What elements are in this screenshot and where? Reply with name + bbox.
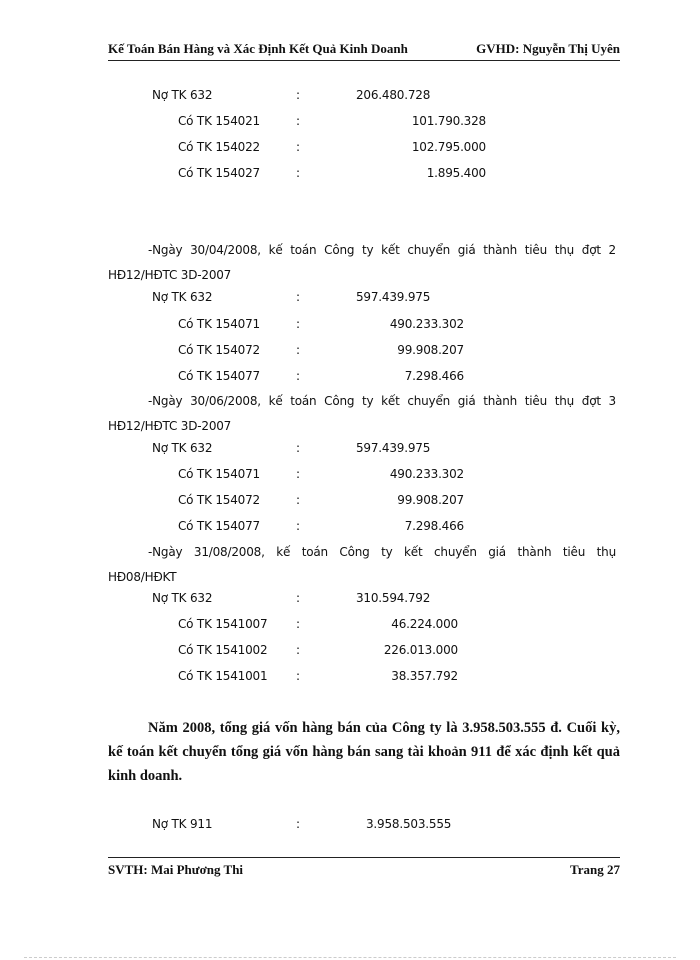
colon: : [296,441,300,455]
colon: : [296,369,300,383]
credit-account: Có TK 154071 [178,467,260,481]
credit-amount: 46.224.000 [391,617,458,631]
credit-account: Có TK 154077 [178,369,260,383]
colon: : [296,617,300,631]
credit-account: Có TK 1541007 [178,617,268,631]
colon: : [296,290,300,304]
colon: : [296,88,300,102]
paragraph-transfer-2 [108,238,616,288]
colon: : [296,519,300,533]
footer-rule [108,857,620,858]
paragraph-transfer-3 [108,389,616,439]
header-title: Kế Toán Bán Hàng và Xác Định Kết Quả Kinh Doanh [108,41,408,56]
page-number: Trang 27 [570,862,620,877]
paragraph-transfer-4 [108,540,616,590]
credit-amount: 226.013.000 [383,643,458,657]
page-boundary [24,957,676,958]
colon: : [296,669,300,683]
credit-amount: 38.357.792 [391,669,458,683]
debit-amount: 3.958.503.555 [366,817,452,831]
paragraph-line: -Ngày 30/06/2008, kế toán Công ty kết chuyển giá thành tiêu thụ đợt 3 [148,394,616,408]
summary-paragraph: Năm 2008, tổng giá vốn hàng bán của Công ty là 3.958.503.555 đ. Cuối kỳ, kế toán kết chuyển tổng giá vốn hàng bán sang tài khoản 911 để xác định kết quả kinh doanh. [108,720,620,784]
footer-author: SVTH: Mai Phương Thi [108,862,244,877]
paragraph-line: -Ngày 30/04/2008, kế toán Công ty kết chuyển giá thành tiêu thụ đợt 2 [148,243,616,257]
credit-amount: 7.298.466 [404,519,464,533]
colon: : [296,493,300,507]
debit-account: Nợ TK 632 [152,441,213,455]
credit-amount: 490.233.302 [389,317,464,331]
colon: : [296,643,300,657]
credit-account: Có TK 1541001 [178,669,268,683]
debit-amount: 310.594.792 [356,591,431,605]
credit-account: Có TK 154077 [178,519,260,533]
credit-account: Có TK 154072 [178,343,260,357]
colon: : [296,343,300,357]
credit-amount: 99.908.207 [397,493,464,507]
paragraph-line: HĐ12/HĐTC 3D-2007 [108,419,232,433]
header-advisor: GVHD: Nguyễn Thị Uyên [476,41,620,56]
debit-account: Nợ TK 632 [152,88,213,102]
credit-account: Có TK 154072 [178,493,260,507]
credit-account: Có TK 154071 [178,317,260,331]
debit-amount: 597.439.975 [356,290,431,304]
colon: : [296,817,300,831]
credit-amount: 490.233.302 [389,467,464,481]
credit-account: Có TK 1541002 [178,643,268,657]
debit-account: Nợ TK 911 [152,817,213,831]
debit-amount: 597.439.975 [356,441,431,455]
credit-account: Có TK 154027 [178,166,260,180]
credit-amount: 7.298.466 [404,369,464,383]
page-footer [108,862,620,880]
paragraph-line: -Ngày 31/08/2008, kế toán Công ty kết chuyển giá thành tiêu thụ [148,545,616,559]
credit-account: Có TK 154021 [178,114,260,128]
credit-amount: 101.790.328 [411,114,486,128]
colon: : [296,467,300,481]
colon: : [296,591,300,605]
credit-amount: 99.908.207 [397,343,464,357]
credit-amount: 102.795.000 [411,140,486,154]
colon: : [296,317,300,331]
debit-account: Nợ TK 632 [152,591,213,605]
paragraph-line: HĐ12/HĐTC 3D-2007 [108,268,232,282]
debit-amount: 206.480.728 [356,88,431,102]
colon: : [296,166,300,180]
colon: : [296,114,300,128]
header-rule [108,60,620,61]
colon: : [296,140,300,154]
page-header [108,41,620,59]
credit-account: Có TK 154022 [178,140,260,154]
paragraph-line: HĐ08/HĐKT [108,570,177,584]
debit-account: Nợ TK 632 [152,290,213,304]
credit-amount: 1.895.400 [426,166,486,180]
